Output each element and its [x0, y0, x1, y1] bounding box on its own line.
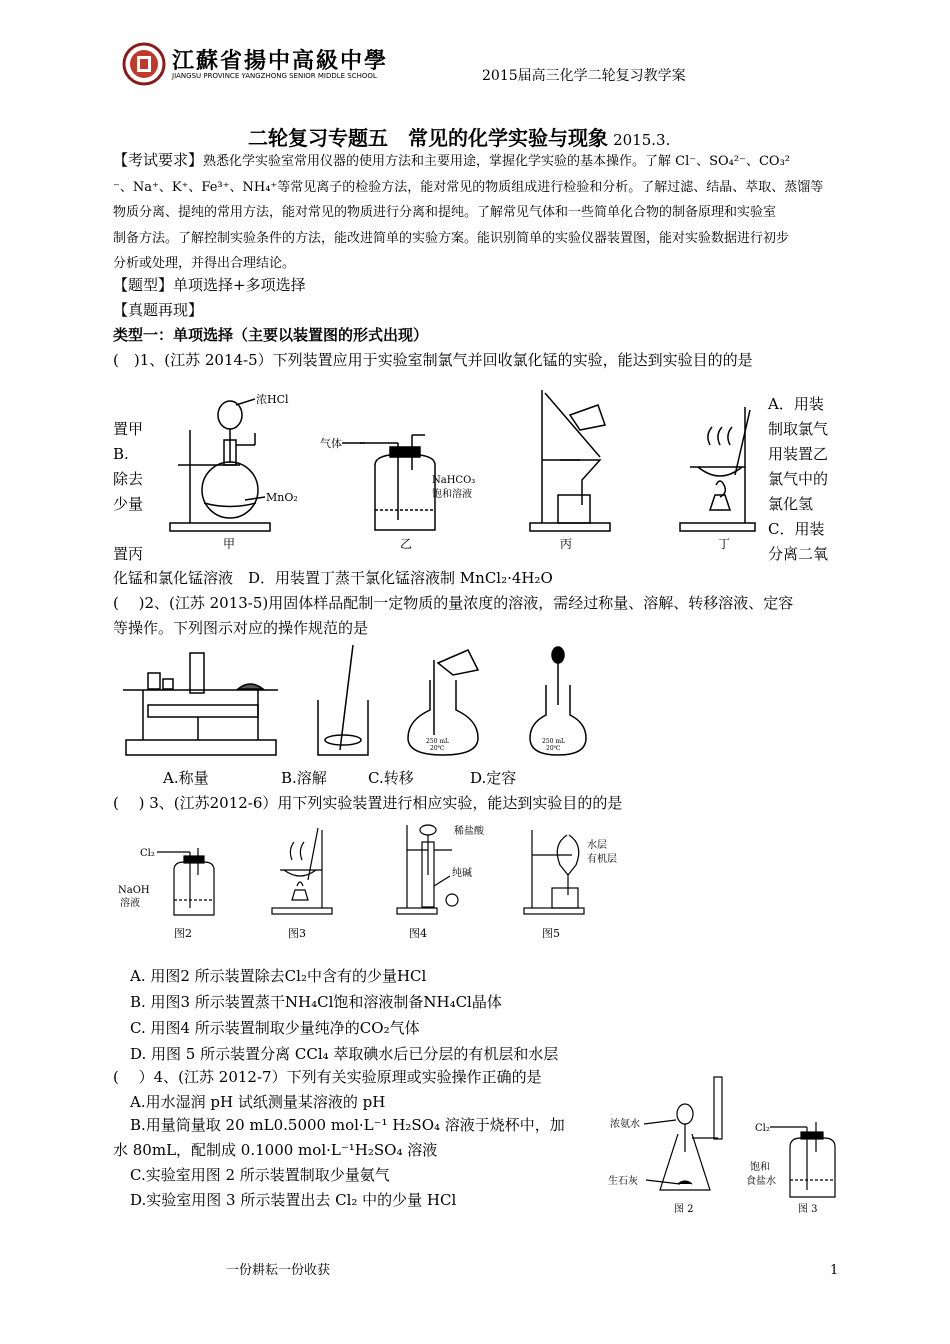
dropper-flask [530, 647, 586, 755]
label-quicklime: 生石灰 [608, 1176, 638, 1187]
fig-label-jia: 甲 [223, 537, 236, 551]
q3-apparatus-figure [112, 820, 632, 945]
fig5-separatory-funnel [524, 830, 617, 940]
label-cl2: Cl₂ [140, 848, 155, 859]
label-soda: 纯碱 [452, 868, 472, 879]
title-date: 2015.3. [613, 131, 671, 149]
apparatus-ding [680, 407, 755, 551]
flask-volume-label: 250 mL [542, 738, 566, 745]
title-main: 二轮复习专题五 常见的化学实验与现象 [248, 126, 608, 150]
label-nahco3: NaHCO₃ [432, 475, 476, 486]
label-mno2: MnO₂ [266, 491, 298, 504]
q1-left-column [113, 417, 143, 567]
apparatus-jia [170, 392, 298, 551]
real-questions: 【真题再现】 [113, 301, 204, 319]
question-type: 【题型】单项选择+多项选择 [113, 276, 306, 294]
q2-option-b: B.溶解 [281, 769, 327, 787]
fig-label-bing: 丙 [560, 537, 573, 551]
fig2-gas-washing-bottle [118, 848, 214, 940]
label-cl2: Cl₂ [755, 1123, 770, 1134]
label-naoh: NaOH [118, 885, 150, 896]
q4-apparatus-figure [600, 1072, 860, 1222]
req-line: 制备方法。了解控制实验条件的方法，能改进简单的实验方案。能识别简单的实验仪器装置图，能对实验数据进行初步 [113, 230, 790, 246]
fig-label-ding: 丁 [718, 537, 731, 551]
q2-stem-1: ( )2、(江苏 2013-5)用固体样品配制一定物质的量浓度的溶液，需经过称量、溶解、转移溶液、定容 [113, 594, 794, 612]
q2-operations-figure [118, 645, 608, 765]
label-saturated: 饱和溶液 [432, 489, 472, 500]
fig-label-2: 图2 [174, 927, 192, 940]
q1-right-column [768, 392, 828, 567]
q1-right-line: 用装置乙 [768, 445, 829, 463]
label-solution: 溶液 [120, 898, 140, 909]
beaker [318, 645, 368, 755]
q1-right-line: 氯化氢 [768, 495, 814, 513]
q1-right-line: A．用装 [768, 395, 824, 413]
q1-stem: ( )1、(江苏 2014-5）下列装置应用于实验室制氯气并回收氯化锰的实验，能达到实验目的的是 [113, 351, 753, 369]
q1-left-line: 置甲 [113, 420, 144, 438]
q4-option-d: D.实验室用图 3 所示装置出去 Cl₂ 中的少量 HCl [130, 1191, 457, 1209]
fig-label-2: 图 2 [674, 1204, 694, 1215]
q4-option-b1: B.用量筒量取 20 mL0.5000 mol·L⁻¹ H₂SO₄ 溶液于烧杯中，加 [130, 1116, 565, 1134]
fig-label-3: 图 3 [798, 1204, 818, 1215]
req-line: ⁻、Na⁺、K⁺、Fe³⁺、NH₄⁺等常见离子的检验方法，能对常见的物质组成进行检验和分析。了解过滤、结晶、萃取、蒸馏等 [113, 179, 824, 195]
apparatus-bing [530, 390, 610, 551]
q2-option-d: D.定容 [470, 769, 517, 787]
apparatus-yi [320, 435, 475, 551]
fig3-gas-washing-bottle [746, 1122, 835, 1215]
page-title [248, 122, 670, 151]
q3-option-c: C. 用图4 所示装置制取少量纯净的CO₂气体 [130, 1019, 420, 1037]
fig2-ammonia-generator [608, 1077, 722, 1215]
label-organic-layer: 有机层 [587, 854, 617, 865]
flask-temp-label: 20℃ [430, 745, 445, 752]
q3-option-a: A. 用图2 所示装置除去Cl₂中含有的少量HCl [130, 967, 427, 985]
fig-label-5: 图5 [542, 927, 560, 940]
q2-option-c: C.转移 [368, 769, 414, 787]
school-name-en: JIANGSU PROVINCE YANGZHONG SENIOR MIDDLE SCHOOL [172, 72, 377, 80]
q4-option-b2: 水 80mL，配制成 0.1000 mol·L⁻¹H₂SO₄ 溶液 [113, 1141, 438, 1159]
label-conc-hcl: 浓HCl [256, 393, 289, 406]
q3-stem: ( ) 3、(江苏2012-6）用下列实验装置进行相应实验，能达到实验目的的是 [113, 794, 623, 812]
q3-option-b: B. 用图3 所示装置蒸干NH₄Cl饱和溶液制备NH₄Cl晶体 [130, 993, 502, 1011]
q2-stem-2: 等操作。下列图示对应的操作规范的是 [113, 619, 369, 637]
fig4-co2-generator [397, 824, 485, 940]
flask-temp-label: 20℃ [546, 745, 561, 752]
label-brine: 食盐水 [746, 1176, 776, 1187]
fig-label-yi: 乙 [400, 537, 413, 551]
q2-option-a: A.称量 [163, 769, 209, 787]
spacer [113, 517, 143, 542]
q1-apparatus-figure [160, 385, 765, 560]
label-water-layer: 水层 [587, 840, 607, 851]
q1-right-line: C．用装 [768, 520, 825, 538]
q1-right-line: 分离二氧 [768, 545, 829, 563]
q1-left-line: B. [113, 445, 129, 463]
balance [123, 653, 278, 755]
label-saturated: 饱和 [750, 1162, 770, 1173]
q1-right-line: 制取氯气 [768, 420, 829, 438]
q4-stem: ( ）4、(江苏 2012-7）下列有关实验原理或实验操作正确的是 [113, 1068, 542, 1086]
q1-left-line: 置丙 [113, 545, 144, 563]
transfer-flask [408, 650, 478, 755]
label-gas: 气体 [320, 437, 342, 450]
q3-options [130, 963, 558, 1067]
fig-label-3: 图3 [288, 927, 306, 940]
school-name-cn: 江蘇省揚中高級中學 [172, 48, 389, 74]
page-number: 1 [830, 1263, 839, 1278]
req-line: 分析或处理，并得出合理结论。 [113, 256, 296, 271]
footer-motto: 一份耕耘一份收获 [226, 1263, 331, 1278]
flask-volume-label: 250 mL [426, 738, 450, 745]
fig-label-4: 图4 [409, 927, 427, 940]
requirements-label: 【考试要求】 [113, 151, 204, 169]
label-conc-ammonia: 浓氨水 [610, 1119, 640, 1130]
q1-left-line: 除去 [113, 470, 144, 488]
q3-option-d: D. 用图 5 所示装置分离 CCl₄ 萃取碘水后已分层的有机层和水层 [130, 1045, 559, 1063]
requirements [113, 148, 823, 277]
q1-left-line: 少量 [113, 495, 144, 513]
req-line: 物质分离、提纯的常用方法，能对常见的物质进行分离和提纯。了解常见气体和一些简单化合物的制备原理和实验室 [113, 205, 777, 220]
q4-option-c: C.实验室用图 2 所示装置制取少量氨气 [130, 1166, 390, 1184]
q1-last-line: 化锰和氯化锰溶液 D．用装置丁蒸干氯化锰溶液制 MnCl₂·4H₂O [113, 569, 553, 587]
q4-option-a: A.用水湿润 pH 试纸测量某溶液的 pH [130, 1093, 386, 1111]
q1-right-line: 氯气中的 [768, 470, 829, 488]
school-logo [122, 42, 166, 86]
doc-subtitle: 2015届高三化学二轮复习教学案 [482, 68, 686, 84]
label-dilute-hcl: 稀盐酸 [454, 826, 484, 837]
category-1: 类型一：单项选择（主要以装置图的形式出现） [113, 326, 429, 344]
req-line: 熟悉化学实验室常用仪器的使用方法和主要用途，掌握化学实验的基本操作。了解 Cl⁻、SO₄²⁻、CO₃² [203, 154, 790, 169]
fig3-evaporation [272, 828, 332, 940]
